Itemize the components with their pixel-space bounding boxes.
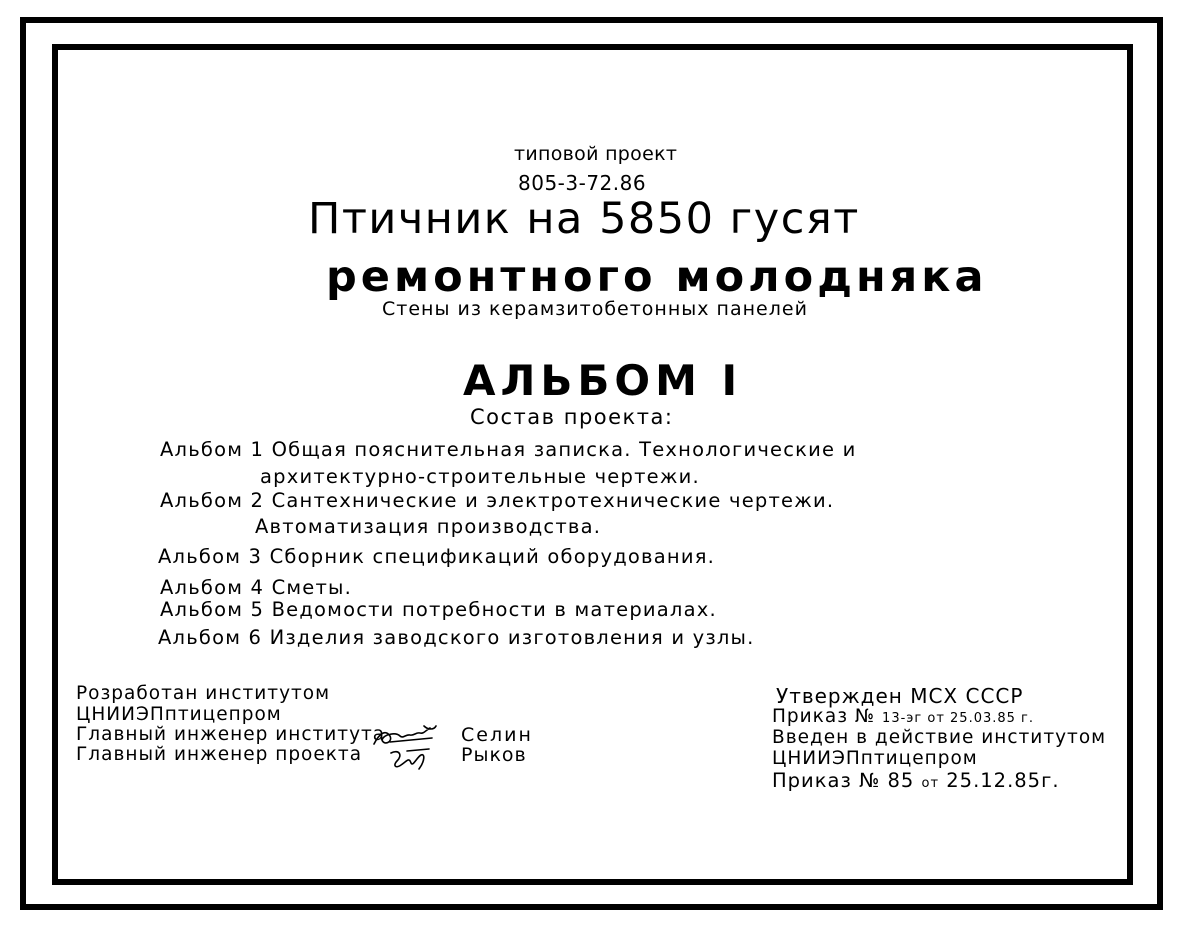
chief-engineer-project-name: Рыков bbox=[461, 744, 527, 766]
album-description: Общая пояснительная записка. Технологические и bbox=[271, 438, 857, 461]
project-type-label: типовой проект bbox=[514, 143, 678, 165]
order-1-number: 13-эг от 25.03.85 г. bbox=[882, 711, 1035, 726]
album-description: Сантехнические и электротехнические чертежи. bbox=[271, 489, 835, 512]
contents-item-album-3 bbox=[158, 547, 715, 567]
album-description: Ведомости потребности в материалах. bbox=[271, 598, 717, 621]
contents-item-album-5 bbox=[160, 600, 717, 620]
chief-engineer-project-label: Главный инженер проекта bbox=[76, 744, 363, 765]
developer-line-1: Розработан институтом bbox=[76, 683, 331, 704]
order-2-prefix: Приказ № 85 bbox=[772, 769, 915, 792]
chief-engineer-institute-label: Главный инженер института bbox=[76, 724, 386, 745]
project-code: 805-3-72.86 bbox=[518, 171, 647, 195]
album-label: Альбом 2 bbox=[160, 489, 265, 512]
album-description: Изделия заводского изготовления и узлы. bbox=[269, 626, 755, 649]
album-label: Альбом 3 bbox=[158, 545, 263, 568]
album-description: Сметы. bbox=[271, 576, 353, 599]
album-label: Альбом 1 bbox=[160, 438, 265, 461]
title-line-1: Птичник на 5850 гусят bbox=[308, 194, 860, 244]
contents-item-album-2-continuation: Автоматизация производства. bbox=[255, 515, 602, 538]
approval-order-2 bbox=[772, 771, 1060, 791]
contents-item-album-1 bbox=[160, 440, 856, 460]
approval-line-3: Введен в действие институтом bbox=[772, 727, 1107, 748]
order-2-date: 25.12.85г. bbox=[946, 769, 1060, 792]
album-label: Альбом 6 bbox=[158, 626, 263, 649]
contents-item-album-1-continuation: архитектурно-строительные чертежи. bbox=[260, 465, 700, 488]
album-label: Альбом 5 bbox=[160, 598, 265, 621]
contents-item-album-4 bbox=[160, 578, 352, 598]
order-1-prefix: Приказ № bbox=[772, 706, 876, 727]
contents-heading: Состав проекта: bbox=[470, 405, 674, 429]
signature-rykov bbox=[385, 745, 435, 773]
developer-institute: ЦНИИЭПптицепром bbox=[76, 704, 282, 725]
album-label: Альбом 4 bbox=[160, 576, 265, 599]
title-line-2: ремонтного молодняка bbox=[326, 252, 988, 302]
contents-item-album-2 bbox=[160, 491, 834, 511]
album-title: АЛЬБОМ I bbox=[463, 356, 743, 405]
chief-engineer-institute-name: Селин bbox=[461, 724, 533, 746]
approval-institute: ЦНИИЭПптицепром bbox=[772, 748, 978, 769]
contents-item-album-6 bbox=[158, 628, 755, 648]
approval-order-1 bbox=[772, 708, 1034, 727]
album-description: Сборник спецификаций оборудования. bbox=[269, 545, 716, 568]
approval-line-1: Утвержден МСХ СССР bbox=[776, 684, 1024, 708]
subtitle: Стены из керамзитобетонных панелей bbox=[382, 298, 808, 320]
order-2-from: от bbox=[921, 776, 940, 791]
